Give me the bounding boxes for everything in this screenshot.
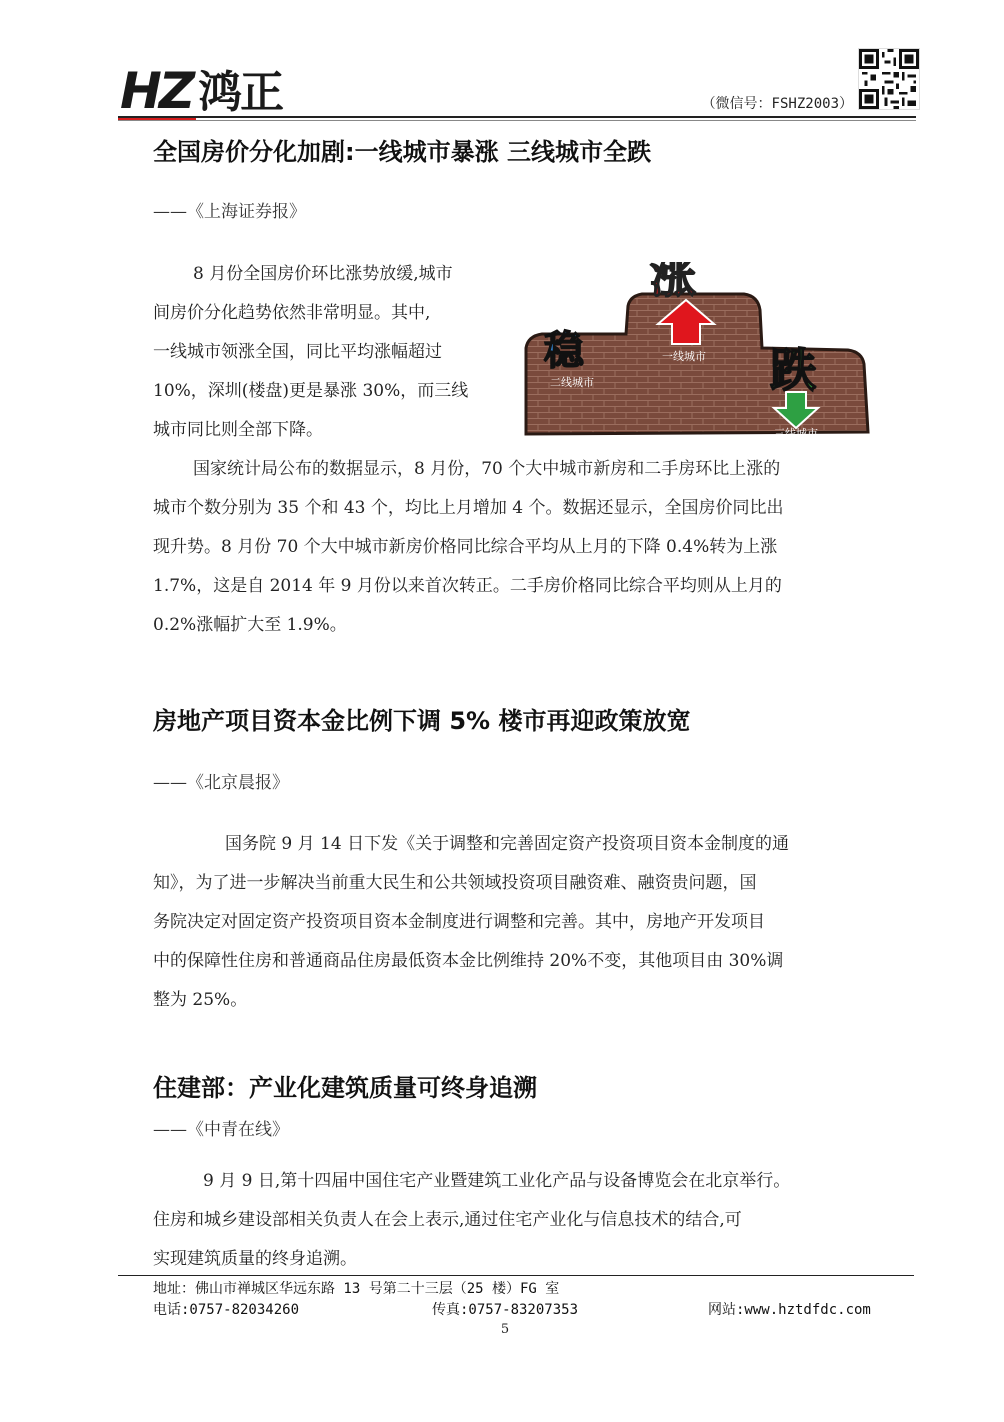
text-line: 中的保障性住房和普通商品住房最低资本金比例维持 20%不变，其他项目由 30%调 [153,951,784,971]
page-number: 5 [500,1322,510,1337]
text-line: 整为 25%。 [153,990,248,1010]
text-line: 实现建筑质量的终身追溯。 [153,1249,357,1269]
logo-chinese: 鸿正 [198,67,283,118]
text-line: 1.7%，这是自 2014 年 9 月份以来首次转正。二手房价格同比综合平均则从上月的 [153,576,782,596]
text-line: 10%，深圳(楼盘)更是暴涨 30%，而三线 [153,381,469,401]
label-tier2: 二线城市 [550,376,594,389]
word-rise: 涨 [650,262,696,303]
article-3-source: ——《中青在线》 [153,1120,289,1140]
article-2-paragraph [153,825,883,1020]
wechat-id: （微信号：FSHZ2003） [701,96,853,112]
word-fall: 跌 [770,343,816,397]
text-line: 国家统计局公布的数据显示，8 月份，70 个大中城市新房和二手房环比上涨的 [193,459,781,479]
article-1-paragraph-1 [153,255,505,450]
footer-fax: 传真:0757-83207353 [432,1302,579,1318]
logo-latin: HZ [118,66,196,121]
label-tier3: 三线城市 [774,427,818,440]
footer-phone: 电话:0757-82034260 [153,1302,300,1318]
article-1-title: 全国房价分化加剧:一线城市暴涨 三线城市全跌 [153,138,651,166]
article-3-title: 住建部：产业化建筑质量可终身追溯 [153,1074,537,1102]
price-trend-illustration [522,262,878,440]
article-1-source: ——《上海证券报》 [153,202,306,222]
text-line: 城市个数分别为 35 个和 43 个，均比上月增加 4 个。数据还显示，全国房价同比出 [153,498,784,518]
text-line: 国务院 9 月 14 日下发《关于调整和完善固定资产投资项目资本金制度的通 [225,834,790,854]
article-2-title: 房地产项目资本金比例下调 5% 楼市再迎政策放宽 [153,707,691,735]
text-line: 城市同比则全部下降。 [153,420,323,440]
footer-address: 地址：佛山市禅城区华远东路 13 号第二十三层（25 楼）FG 室 [153,1281,560,1297]
article-1-paragraph-2 [153,450,883,645]
text-line: 0.2%涨幅扩大至 1.9%。 [153,615,347,635]
label-tier1: 一线城市 [662,350,706,363]
footer-website: 网站:www.hztdfdc.com [708,1302,871,1318]
text-line: 现升势。8 月份 70 个大中城市新房价格同比综合平均从上月的下降 0.4%转为上涨 [153,537,778,557]
text-line: 务院决定对固定资产投资项目资本金制度进行调整和完善。其中，房地产开发项目 [153,912,765,932]
text-line: 8 月份全国房价环比涨势放缓,城市 [193,264,453,284]
text-line: 间房价分化趋势依然非常明显。其中, [153,303,431,323]
word-stable: 稳 [544,328,584,374]
text-line: 一线城市领涨全国，同比平均涨幅超过 [153,342,442,362]
text-line: 知》，为了进一步解决当前重大民生和公共领域投资项目融资难、融资贵问题，国 [153,873,757,893]
article-3-paragraph [153,1162,883,1279]
footer-divider [118,1275,914,1276]
header-divider-thin [118,120,916,121]
company-logo [118,61,283,120]
article-2-source: ——《北京晨报》 [153,773,289,793]
text-line: 9 月 9 日,第十四届中国住宅产业暨建筑工业化产品与设备博览会在北京举行。 [203,1171,791,1191]
text-line: 住房和城乡建设部相关负责人在会上表示,通过住宅产业化与信息技术的结合,可 [153,1210,742,1230]
qr-code-icon [858,48,920,110]
header-divider [118,116,916,118]
